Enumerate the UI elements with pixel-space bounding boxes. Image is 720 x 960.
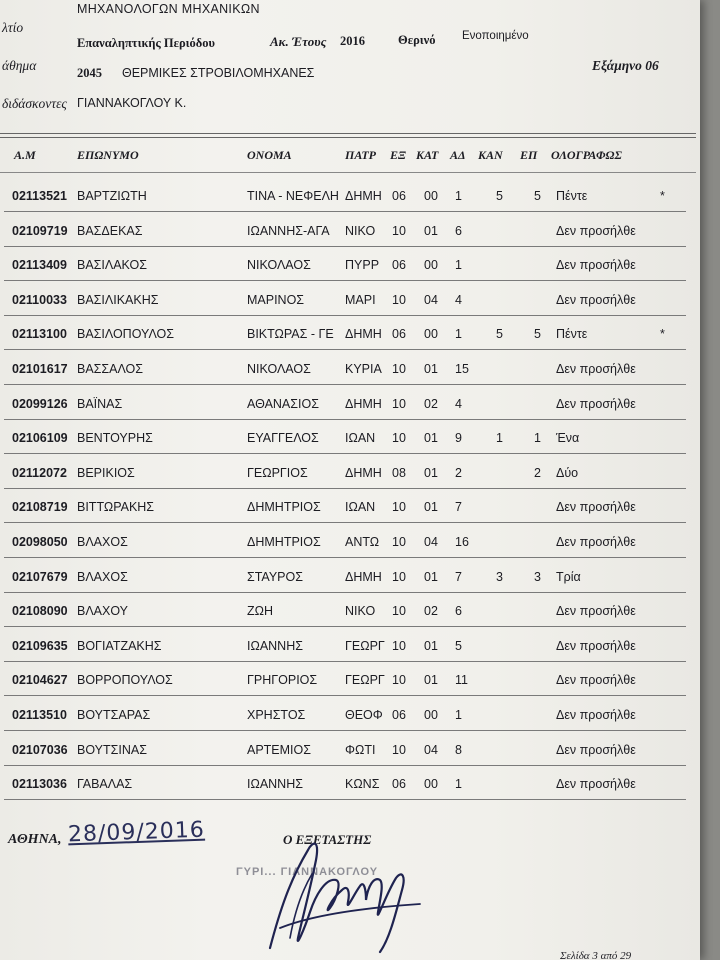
- cell-am: 02104627: [12, 673, 68, 688]
- col-ep: ΕΠ: [520, 148, 538, 162]
- cell-kat: 01: [424, 638, 438, 653]
- cell-kat: 01: [424, 362, 438, 376]
- cell-kat: 01: [424, 500, 438, 515]
- cell-surname: ΒΑΣΔΕΚΑΣ: [77, 223, 143, 238]
- cell-patr: ΙΩΑΝ: [345, 500, 376, 515]
- cell-name: ΔΗΜΗΤΡΙΟΣ: [247, 535, 321, 549]
- cell-ad: 7: [455, 569, 462, 584]
- table-row: [0, 524, 700, 558]
- cell-am: 02107036: [12, 742, 68, 757]
- cell-words: Πέντε: [556, 189, 588, 203]
- cell-words: Δεν προσήλθε: [556, 673, 636, 688]
- cell-ex: 06: [392, 258, 406, 273]
- cell-ex: 10: [392, 638, 406, 653]
- cell-kat: 00: [424, 327, 438, 342]
- cell-ad: 6: [455, 604, 462, 619]
- cell-words: Δεν προσήλθε: [556, 777, 636, 792]
- cell-am: 02108719: [12, 500, 68, 515]
- cell-ex: 06: [392, 708, 406, 722]
- cell-ex: 10: [392, 604, 406, 619]
- cell-ep: 5: [534, 189, 541, 203]
- cell-name: ΙΩΑΝΝΗΣ-ΑΓΑ: [247, 223, 330, 238]
- table-row: [0, 213, 700, 247]
- cell-ad: 15: [455, 362, 469, 376]
- cell-ex: 10: [392, 431, 406, 446]
- cell-surname: ΒΟΥΤΣΑΡΑΣ: [77, 708, 151, 722]
- season: Θερινό: [398, 33, 436, 47]
- cell-words: Δεν προσήλθε: [556, 638, 636, 653]
- cell-kat: 02: [424, 396, 438, 411]
- cell-ad: 4: [455, 292, 462, 307]
- cell-name: ΓΕΩΡΓΙΟΣ: [247, 465, 308, 480]
- header-rule-top: [0, 133, 696, 134]
- cell-name: ΣΤΑΥΡΟΣ: [247, 569, 303, 584]
- cell-name: ΝΙΚΟΛΑΟΣ: [247, 362, 311, 376]
- cell-name: ΖΩΗ: [247, 604, 274, 619]
- cell-patr: ΦΩΤΙ: [345, 742, 376, 757]
- cell-words: Δεν προσήλθε: [556, 223, 636, 238]
- page-number: Σελίδα 3 από 29: [560, 950, 632, 960]
- col-patr: ΠΑΤΡ: [345, 148, 377, 162]
- col-surname: ΕΠΩΝΥΜΟ: [77, 148, 139, 162]
- cell-surname: ΒΛΑΧΟΥ: [77, 604, 129, 619]
- table-row: [0, 766, 700, 800]
- cell-ex: 10: [392, 292, 406, 307]
- cell-ad: 1: [455, 258, 462, 273]
- cell-mark: *: [660, 189, 665, 203]
- cell-name: ΧΡΗΣΤΟΣ: [247, 708, 306, 722]
- col-ad: ΑΔ: [450, 148, 466, 162]
- cell-name: ΤΙΝΑ - ΝΕΦΕΛΗ: [247, 189, 339, 203]
- examiner-signature: [250, 820, 440, 960]
- cell-surname: ΒΙΤΤΩΡΑΚΗΣ: [77, 500, 155, 515]
- cell-am: 02112072: [12, 465, 67, 480]
- course-name: ΘΕΡΜΙΚΕΣ ΣΤΡΟΒΙΛΟΜΗΧΑΝΕΣ: [122, 66, 315, 80]
- cell-name: ΙΩΑΝΝΗΣ: [247, 638, 303, 653]
- table-row: [0, 732, 700, 766]
- course-code: 2045: [77, 66, 102, 80]
- col-am: Α.Μ: [14, 148, 36, 162]
- cell-ex: 08: [392, 465, 406, 480]
- cell-words: Δεν προσήλθε: [556, 535, 636, 549]
- cell-patr: ΘΕΟΦ: [345, 708, 383, 722]
- cell-surname: ΒΟΥΤΣΙΝΑΣ: [77, 742, 147, 757]
- academic-year: 2016: [340, 34, 365, 48]
- cell-ad: 9: [455, 431, 462, 446]
- header-label-title: λτίο: [2, 20, 24, 35]
- table-row: [0, 178, 700, 212]
- cell-ep: 3: [534, 569, 541, 584]
- cell-surname: ΒΕΝΤΟΥΡΗΣ: [77, 431, 153, 446]
- cell-surname: ΒΟΓΙΑΤΖΑΚΗΣ: [77, 638, 162, 653]
- cell-ad: 2: [455, 465, 462, 480]
- cell-ad: 5: [455, 638, 462, 653]
- cell-patr: ΔΗΜΗ: [345, 327, 382, 342]
- cell-words: Ένα: [556, 431, 580, 446]
- cell-kat: 00: [424, 258, 438, 273]
- cell-am: 02108090: [12, 604, 68, 619]
- cell-am: 02099126: [12, 396, 68, 411]
- cell-patr: ΔΗΜΗ: [345, 569, 382, 584]
- cell-ad: 8: [455, 742, 462, 757]
- cell-ad: 6: [455, 223, 462, 238]
- cell-ex: 10: [392, 500, 406, 515]
- cell-am: 02101617: [12, 362, 68, 376]
- table-row: [0, 282, 700, 316]
- cell-name: ΙΩΑΝΝΗΣ: [247, 777, 303, 792]
- cell-kat: 01: [424, 223, 438, 238]
- cell-patr: ΝΙΚΟ: [345, 604, 376, 619]
- table-row: [0, 420, 700, 454]
- stamp-text: ΓΥΡΙ... ΓΙΑΝΝΑΚΟΓΛΟΥ: [236, 866, 379, 878]
- table-row: [0, 247, 700, 281]
- cell-ex: 06: [392, 189, 406, 203]
- cell-ad: 4: [455, 396, 462, 411]
- cell-am: 02113100: [12, 327, 67, 342]
- cell-patr: ΓΕΩΡΓ: [345, 638, 385, 653]
- cell-kat: 01: [424, 569, 438, 584]
- cell-patr: ΔΗΜΗ: [345, 396, 382, 411]
- cell-kat: 01: [424, 465, 438, 480]
- cell-words: Πέντε: [556, 327, 588, 342]
- row-divider: [4, 799, 686, 800]
- table-row: [0, 455, 700, 489]
- cell-ex: 10: [392, 223, 406, 238]
- cell-surname: ΒΑΣΙΛΑΚΟΣ: [77, 258, 147, 273]
- cell-surname: ΒΑΡΤΖΙΩΤΗ: [77, 189, 147, 203]
- cell-words: Δεν προσήλθε: [556, 362, 636, 376]
- cell-words: Δεν προσήλθε: [556, 396, 636, 411]
- cell-words: Τρία: [556, 569, 581, 584]
- cell-ex: 10: [392, 396, 406, 411]
- footer-city: ΑΘΗΝΑ,: [8, 832, 62, 847]
- header-label-course: άθημα: [2, 58, 37, 73]
- cell-words: Δεν προσήλθε: [556, 500, 636, 515]
- cell-patr: ΜΑΡΙ: [345, 292, 376, 307]
- cell-am: 02113510: [12, 708, 67, 722]
- cell-kan: 3: [496, 569, 503, 584]
- cell-ad: 1: [455, 189, 462, 203]
- examiner-label: Ο ΕΞΕΤΑΣΤΗΣ: [283, 832, 372, 847]
- cell-am: 02110033: [12, 292, 67, 307]
- cell-name: ΓΡΗΓΟΡΙΟΣ: [247, 673, 318, 688]
- cell-am: 02109635: [12, 638, 68, 653]
- cell-patr: ΑΝΤΩ: [345, 535, 380, 549]
- cell-ex: 10: [392, 569, 406, 584]
- cell-kat: 00: [424, 777, 438, 792]
- cell-ex: 06: [392, 327, 406, 342]
- header-label-teacher: διδάσκοντες: [2, 96, 67, 111]
- cell-patr: ΔΗΜΗ: [345, 189, 382, 203]
- academic-year-label: Ακ. Έτους: [270, 34, 327, 49]
- cell-surname: ΒΑΣΙΛΟΠΟΥΛΟΣ: [77, 327, 174, 342]
- table-header-rule: [0, 172, 696, 173]
- cell-kat: 01: [424, 431, 438, 446]
- cell-name: ΝΙΚΟΛΑΟΣ: [247, 258, 311, 273]
- status-text: Ενοποιημένο: [462, 30, 529, 42]
- cell-ep: 2: [534, 465, 541, 480]
- teacher-name: ΓΙΑΝΝΑΚΟΓΛΟΥ Κ.: [77, 96, 187, 110]
- cell-name: ΑΘΑΝΑΣΙΟΣ: [247, 396, 319, 411]
- cell-kat: 01: [424, 673, 438, 688]
- cell-kan: 5: [496, 189, 503, 203]
- cell-ad: 1: [455, 327, 462, 342]
- cell-am: 02106109: [12, 431, 68, 446]
- cell-surname: ΒΛΑΧΟΣ: [77, 569, 128, 584]
- department-name: ΜΗΧΑΝΟΛΟΓΩΝ ΜΗΧΑΝΙΚΩΝ: [77, 2, 260, 16]
- cell-surname: ΒΕΡΙΚΙΟΣ: [77, 465, 135, 480]
- cell-patr: ΚΩΝΣ: [345, 777, 380, 792]
- cell-name: ΜΑΡΙΝΟΣ: [247, 292, 305, 307]
- header-rule-bottom: [0, 137, 696, 138]
- cell-words: Δεν προσήλθε: [556, 708, 636, 722]
- table-row: [0, 316, 700, 350]
- semester: Εξάμηνο 06: [592, 58, 659, 73]
- cell-kat: 02: [424, 604, 438, 619]
- col-words: ΟΛΟΓΡΑΦΩΣ: [551, 148, 622, 162]
- cell-kan: 1: [496, 431, 503, 446]
- cell-surname: ΒΑΣΙΛΙΚΑΚΗΣ: [77, 292, 159, 307]
- table-row: [0, 697, 700, 731]
- cell-words: Δεν προσήλθε: [556, 742, 636, 757]
- cell-patr: ΝΙΚΟ: [345, 223, 376, 238]
- cell-surname: ΒΑΪΝΑΣ: [77, 396, 123, 411]
- cell-ad: 16: [455, 535, 469, 549]
- cell-kat: 00: [424, 189, 438, 203]
- cell-words: Δεν προσήλθε: [556, 604, 636, 619]
- cell-ep: 1: [534, 431, 541, 446]
- cell-surname: ΒΑΣΣΑΛΟΣ: [77, 362, 144, 376]
- table-row: [0, 351, 700, 385]
- cell-ex: 06: [392, 777, 406, 792]
- cell-ad: 1: [455, 708, 462, 722]
- cell-words: Δύο: [556, 465, 579, 480]
- cell-am: 02113036: [12, 777, 67, 792]
- exam-period: Επαναληπτικής Περιόδου: [77, 36, 215, 50]
- table-row: [0, 489, 700, 523]
- cell-am: 02113521: [12, 189, 67, 203]
- table-row: [0, 628, 700, 662]
- cell-ex: 10: [392, 362, 406, 376]
- cell-surname: ΓΑΒΑΛΑΣ: [77, 777, 133, 792]
- cell-ep: 5: [534, 327, 541, 342]
- table-row: [0, 662, 700, 696]
- col-name: ΟΝΟΜΑ: [247, 148, 292, 162]
- table-row: [0, 593, 700, 627]
- cell-patr: ΠΥΡΡ: [345, 258, 380, 273]
- cell-name: ΔΗΜΗΤΡΙΟΣ: [247, 500, 321, 515]
- cell-ex: 10: [392, 535, 406, 549]
- cell-patr: ΓΕΩΡΓ: [345, 673, 385, 688]
- footer-date-handwritten: 28/09/2016: [67, 817, 206, 848]
- table-row: [0, 559, 700, 593]
- cell-name: ΕΥΑΓΓΕΛΟΣ: [247, 431, 319, 446]
- cell-ad: 11: [455, 673, 468, 688]
- cell-ex: 10: [392, 673, 406, 688]
- cell-kat: 04: [424, 535, 438, 549]
- cell-am: 02107679: [12, 569, 68, 584]
- cell-mark: *: [660, 327, 665, 342]
- cell-kat: 04: [424, 292, 438, 307]
- cell-words: Δεν προσήλθε: [556, 258, 636, 273]
- cell-surname: ΒΟΡΡΟΠΟΥΛΟΣ: [77, 673, 173, 688]
- cell-patr: ΔΗΜΗ: [345, 465, 382, 480]
- cell-name: ΑΡΤΕΜΙΟΣ: [247, 742, 311, 757]
- col-ex: ΕΞ: [390, 148, 406, 162]
- cell-patr: ΙΩΑΝ: [345, 431, 376, 446]
- col-kat: ΚΑΤ: [416, 148, 439, 162]
- cell-surname: ΒΛΑΧΟΣ: [77, 535, 128, 549]
- cell-ex: 10: [392, 742, 406, 757]
- cell-am: 02098050: [12, 535, 68, 549]
- cell-am: 02109719: [12, 223, 68, 238]
- cell-patr: ΚΥΡΙΑ: [345, 362, 382, 376]
- cell-ad: 1: [455, 777, 462, 792]
- cell-am: 02113409: [12, 258, 67, 273]
- cell-kat: 00: [424, 708, 438, 722]
- table-row: [0, 386, 700, 420]
- cell-words: Δεν προσήλθε: [556, 292, 636, 307]
- cell-kat: 04: [424, 742, 438, 757]
- col-kan: ΚΑΝ: [478, 148, 503, 162]
- cell-kan: 5: [496, 327, 503, 342]
- cell-ad: 7: [455, 500, 462, 515]
- cell-name: ΒΙΚΤΩΡΑΣ - ΓΕ: [247, 327, 334, 342]
